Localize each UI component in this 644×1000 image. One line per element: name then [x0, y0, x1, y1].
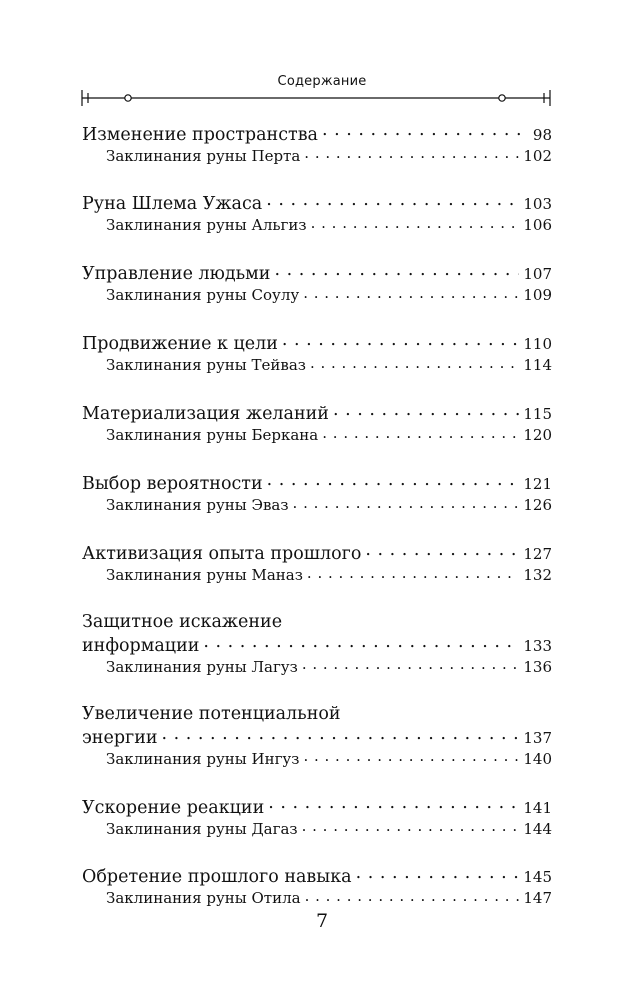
subsection-title: Заклинания руны Перта — [106, 146, 301, 165]
chapter-page: 98 — [532, 125, 552, 144]
dot-leader — [203, 633, 519, 651]
subsection-page: 140 — [523, 749, 552, 768]
dot-leader — [322, 425, 519, 440]
subsection-page: 126 — [523, 495, 552, 514]
toc-chapter-line[interactable] — [82, 541, 552, 565]
dot-leader — [303, 285, 519, 300]
toc-chapter-line[interactable] — [82, 122, 552, 146]
toc-chapter-line[interactable] — [82, 192, 552, 216]
subsection-title: Заклинания руны Беркана — [106, 426, 319, 445]
dot-leader — [365, 541, 519, 559]
toc-chapter-line[interactable] — [82, 402, 552, 426]
dot-leader — [268, 795, 519, 813]
subsection-page: 102 — [523, 146, 552, 165]
toc-entry — [82, 262, 552, 307]
chapter-page: 141 — [523, 798, 552, 817]
table-of-contents — [82, 122, 552, 935]
subsection-page: 120 — [523, 426, 552, 445]
toc-subsection-line[interactable] — [82, 749, 552, 770]
dot-leader — [303, 749, 519, 764]
chapter-title-line2: энергии — [82, 727, 158, 748]
subsection-page: 144 — [523, 819, 552, 838]
chapter-page: 115 — [523, 405, 552, 424]
chapter-title: Ускорение реакции — [82, 797, 265, 818]
subsection-title: Заклинания руны Дагаз — [106, 819, 298, 838]
page-number: 7 — [315, 910, 329, 932]
chapter-title: Выбор вероятности — [82, 473, 263, 494]
toc-subsection-line[interactable] — [82, 565, 552, 586]
subsection-title: Заклинания руны Тейваз — [106, 356, 306, 375]
chapter-title: Управление людьми — [82, 264, 271, 285]
chapter-title: Обретение прошлого навыка — [82, 867, 352, 888]
chapter-page: 121 — [523, 474, 552, 493]
dot-leader — [267, 471, 520, 489]
toc-entry — [82, 122, 552, 167]
dot-leader — [304, 146, 519, 161]
dot-leader — [274, 262, 519, 280]
toc-subsection-line[interactable] — [82, 285, 552, 306]
subsection-title: Заклинания руны Альгиз — [106, 216, 307, 235]
dot-leader — [356, 865, 520, 883]
dot-leader — [310, 355, 519, 370]
chapter-page: 103 — [523, 195, 552, 214]
subsection-page: 114 — [523, 356, 552, 375]
toc-chapter-line[interactable] — [82, 865, 552, 889]
toc-subsection-line[interactable] — [82, 819, 552, 840]
subsection-title: Заклинания руны Лагуз — [106, 657, 298, 676]
subsection-page: 147 — [523, 889, 552, 908]
subsection-page: 136 — [523, 657, 552, 676]
subsection-page: 132 — [523, 565, 552, 584]
toc-subsection-line[interactable] — [82, 657, 552, 678]
toc-entry — [82, 332, 552, 377]
toc-subsection-line[interactable] — [82, 215, 552, 236]
chapter-page: 145 — [523, 868, 552, 887]
subsection-title: Заклинания руны Соулу — [106, 286, 300, 305]
toc-subsection-line[interactable] — [82, 146, 552, 167]
toc-entry — [82, 703, 552, 770]
chapter-page: 133 — [523, 636, 552, 655]
toc-chapter-line[interactable] — [82, 332, 552, 356]
toc-entry — [82, 471, 552, 516]
chapter-page: 137 — [523, 728, 552, 747]
dot-leader — [293, 495, 520, 510]
toc-subsection-line[interactable] — [82, 425, 552, 446]
toc-chapter-line[interactable] — [82, 725, 552, 749]
toc-entry — [82, 865, 552, 910]
dot-leader — [322, 122, 524, 140]
dot-leader — [302, 657, 520, 672]
dot-leader — [302, 819, 520, 834]
toc-entry — [82, 795, 552, 840]
dot-leader — [333, 402, 519, 420]
dot-leader — [307, 565, 519, 580]
subsection-title: Заклинания руны Ингуз — [106, 749, 300, 768]
dot-leader — [305, 888, 520, 903]
chapter-title: Активизация опыта прошлого — [82, 543, 362, 564]
chapter-title-line1[interactable]: Защитное искажение — [82, 612, 283, 633]
toc-chapter-line[interactable] — [82, 262, 552, 286]
toc-chapter-line[interactable] — [82, 633, 552, 657]
running-head: Содержание — [277, 74, 367, 89]
subsection-title: Заклинания руны Маназ — [106, 565, 303, 584]
dot-leader — [162, 725, 520, 743]
toc-subsection-line[interactable] — [82, 495, 552, 516]
toc-subsection-line[interactable] — [82, 888, 552, 909]
dot-leader — [266, 192, 519, 210]
chapter-title: Изменение пространства — [82, 124, 318, 145]
chapter-title: Руна Шлема Ужаса — [82, 194, 263, 215]
dot-leader — [282, 332, 519, 350]
chapter-title-line1[interactable]: Увеличение потенциальной — [82, 704, 341, 725]
toc-entry — [82, 402, 552, 447]
toc-chapter-line[interactable] — [82, 795, 552, 819]
chapter-title: Материализация желаний — [82, 404, 329, 425]
subsection-title: Заклинания руны Отила — [106, 889, 301, 908]
chapter-page: 127 — [523, 544, 552, 563]
subsection-page: 109 — [523, 286, 552, 305]
chapter-title: Продвижение к цели — [82, 334, 278, 355]
toc-chapter-line[interactable] — [82, 471, 552, 495]
header-ornament-rule — [76, 86, 556, 110]
subsection-title: Заклинания руны Эваз — [106, 495, 289, 514]
chapter-page: 107 — [523, 265, 552, 284]
toc-entry — [82, 541, 552, 586]
chapter-page: 110 — [523, 335, 552, 354]
dot-leader — [311, 215, 520, 230]
toc-subsection-line[interactable] — [82, 355, 552, 376]
toc-entry — [82, 611, 552, 678]
chapter-title-line2: информации — [82, 635, 200, 656]
subsection-page: 106 — [523, 216, 552, 235]
toc-entry — [82, 192, 552, 237]
